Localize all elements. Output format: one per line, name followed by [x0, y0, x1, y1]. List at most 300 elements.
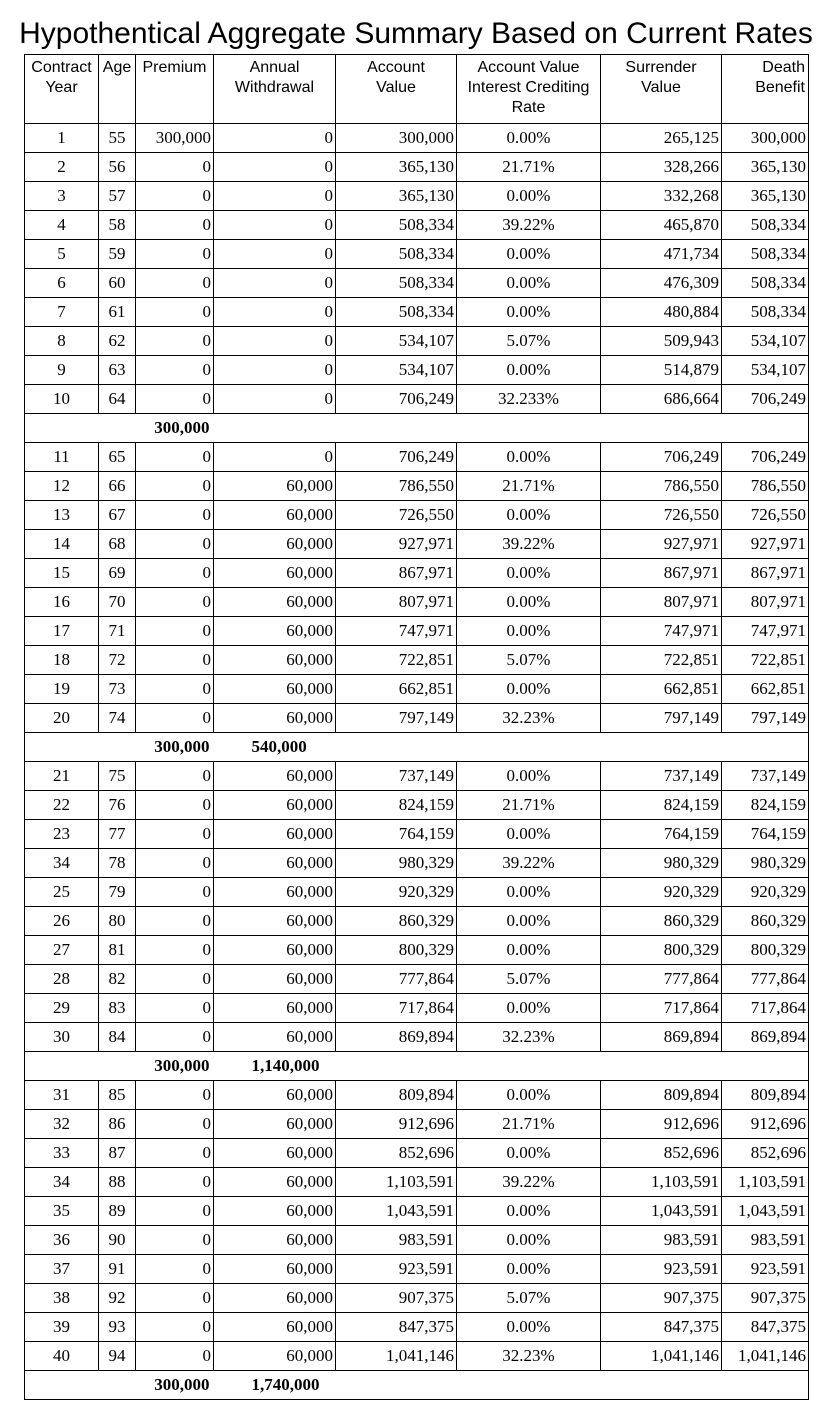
account-value-cell: 807,971 — [336, 588, 457, 617]
contract-year-cell: 5 — [25, 240, 99, 269]
account-value-cell: 365,130 — [336, 153, 457, 182]
death-benefit-cell: 662,851 — [722, 675, 809, 704]
crediting-rate-cell: 32.23% — [457, 1023, 601, 1052]
surrender-value-cell: 860,329 — [601, 907, 722, 936]
contract-year-cell: 7 — [25, 298, 99, 327]
contract-year-cell: 20 — [25, 704, 99, 733]
surrender-value-cell: 983,591 — [601, 1226, 722, 1255]
death-benefit-cell: 706,249 — [722, 385, 809, 414]
crediting-rate-cell: 0.00% — [457, 124, 601, 153]
premium-cell: 0 — [136, 472, 214, 501]
crediting-rate-cell: 21.71% — [457, 791, 601, 820]
account-value-cell: 797,149 — [336, 704, 457, 733]
withdrawal-cell: 60,000 — [214, 994, 336, 1023]
death-benefit-cell: 508,334 — [722, 240, 809, 269]
age-cell: 65 — [99, 443, 136, 472]
age-cell: 55 — [99, 124, 136, 153]
premium-cell: 0 — [136, 1255, 214, 1284]
age-cell: 76 — [99, 791, 136, 820]
premium-cell: 0 — [136, 617, 214, 646]
table-body — [25, 124, 809, 1400]
crediting-rate-cell: 0.00% — [457, 356, 601, 385]
age-cell: 68 — [99, 530, 136, 559]
contract-year-cell: 28 — [25, 965, 99, 994]
withdrawal-cell: 60,000 — [214, 820, 336, 849]
table-row — [25, 298, 809, 327]
age-cell: 57 — [99, 182, 136, 211]
surrender-value-cell: 726,550 — [601, 501, 722, 530]
crediting-rate-cell: 0.00% — [457, 1139, 601, 1168]
death-benefit-cell: 869,894 — [722, 1023, 809, 1052]
account-value-cell: 717,864 — [336, 994, 457, 1023]
crediting-rate-cell: 0.00% — [457, 559, 601, 588]
premium-cell: 0 — [136, 675, 214, 704]
age-cell: 80 — [99, 907, 136, 936]
account-value-cell: 912,696 — [336, 1110, 457, 1139]
age-cell: 86 — [99, 1110, 136, 1139]
account-value-cell: 726,550 — [336, 501, 457, 530]
contract-year-cell: 1 — [25, 124, 99, 153]
summary-table — [24, 54, 809, 1400]
surrender-value-cell: 786,550 — [601, 472, 722, 501]
account-value-cell: 722,851 — [336, 646, 457, 675]
withdrawal-cell: 60,000 — [214, 1110, 336, 1139]
premium-cell: 0 — [136, 646, 214, 675]
death-benefit-cell: 1,043,591 — [722, 1197, 809, 1226]
withdrawal-cell: 60,000 — [214, 762, 336, 791]
table-row — [25, 762, 809, 791]
contract-year-cell: 33 — [25, 1139, 99, 1168]
subtotal-row — [25, 414, 809, 443]
age-cell: 91 — [99, 1255, 136, 1284]
premium-cell: 0 — [136, 1081, 214, 1110]
age-cell: 93 — [99, 1313, 136, 1342]
premium-cell: 0 — [136, 849, 214, 878]
crediting-rate-cell: 0.00% — [457, 298, 601, 327]
table-row — [25, 1342, 809, 1371]
table-row — [25, 153, 809, 182]
account-value-cell: 907,375 — [336, 1284, 457, 1313]
death-benefit-cell: 983,591 — [722, 1226, 809, 1255]
surrender-value-cell: 328,266 — [601, 153, 722, 182]
account-value-cell: 534,107 — [336, 356, 457, 385]
death-benefit-cell: 534,107 — [722, 356, 809, 385]
withdrawal-cell: 60,000 — [214, 791, 336, 820]
age-cell: 63 — [99, 356, 136, 385]
age-cell: 59 — [99, 240, 136, 269]
contract-year-cell: 18 — [25, 646, 99, 675]
premium-cell: 0 — [136, 1342, 214, 1371]
surrender-value-cell: 927,971 — [601, 530, 722, 559]
surrender-value-cell: 1,041,146 — [601, 1342, 722, 1371]
withdrawal-cell: 60,000 — [214, 1226, 336, 1255]
surrender-value-cell: 869,894 — [601, 1023, 722, 1052]
header-row — [25, 55, 809, 124]
account-value-cell: 852,696 — [336, 1139, 457, 1168]
surrender-value-cell: 509,943 — [601, 327, 722, 356]
subtotal-row — [25, 1371, 809, 1400]
crediting-rate-cell: 39.22% — [457, 849, 601, 878]
account-value-cell: 508,334 — [336, 298, 457, 327]
table-row — [25, 878, 809, 907]
age-cell: 92 — [99, 1284, 136, 1313]
contract-year-cell: 36 — [25, 1226, 99, 1255]
contract-year-cell: 14 — [25, 530, 99, 559]
age-cell: 88 — [99, 1168, 136, 1197]
account-value-cell: 809,894 — [336, 1081, 457, 1110]
age-cell: 62 — [99, 327, 136, 356]
account-value-cell: 867,971 — [336, 559, 457, 588]
death-benefit-cell: 365,130 — [722, 182, 809, 211]
surrender-value-cell: 912,696 — [601, 1110, 722, 1139]
surrender-value-cell: 920,329 — [601, 878, 722, 907]
surrender-value-cell: 717,864 — [601, 994, 722, 1023]
contract-year-cell: 27 — [25, 936, 99, 965]
withdrawal-cell: 60,000 — [214, 1081, 336, 1110]
account-value-cell: 860,329 — [336, 907, 457, 936]
withdrawal-cell: 0 — [214, 240, 336, 269]
premium-cell: 0 — [136, 588, 214, 617]
premium-cell: 0 — [136, 153, 214, 182]
crediting-rate-cell: 0.00% — [457, 675, 601, 704]
account-value-cell: 923,591 — [336, 1255, 457, 1284]
contract-year-cell: 39 — [25, 1313, 99, 1342]
surrender-value-cell: 465,870 — [601, 211, 722, 240]
account-value-cell: 927,971 — [336, 530, 457, 559]
contract-year-cell: 34 — [25, 1168, 99, 1197]
table-row — [25, 124, 809, 153]
contract-year-cell: 34 — [25, 849, 99, 878]
premium-cell: 0 — [136, 1226, 214, 1255]
withdrawal-cell: 60,000 — [214, 1168, 336, 1197]
death-benefit-cell: 867,971 — [722, 559, 809, 588]
death-benefit-cell: 923,591 — [722, 1255, 809, 1284]
surrender-value-cell: 265,125 — [601, 124, 722, 153]
death-benefit-cell: 852,696 — [722, 1139, 809, 1168]
crediting-rate-cell: 0.00% — [457, 936, 601, 965]
premium-cell: 0 — [136, 1313, 214, 1342]
account-value-cell: 920,329 — [336, 878, 457, 907]
withdrawal-cell: 60,000 — [214, 675, 336, 704]
age-cell: 94 — [99, 1342, 136, 1371]
surrender-value-cell: 847,375 — [601, 1313, 722, 1342]
death-benefit-cell: 726,550 — [722, 501, 809, 530]
premium-cell: 300,000 — [136, 124, 214, 153]
withdrawal-total: 1,140,000 — [214, 1052, 336, 1081]
table-row — [25, 1255, 809, 1284]
death-benefit-cell: 534,107 — [722, 327, 809, 356]
crediting-rate-cell: 32.23% — [457, 1342, 601, 1371]
death-benefit-cell: 797,149 — [722, 704, 809, 733]
withdrawal-cell: 60,000 — [214, 849, 336, 878]
age-cell: 90 — [99, 1226, 136, 1255]
surrender-value-cell: 807,971 — [601, 588, 722, 617]
death-benefit-cell: 508,334 — [722, 269, 809, 298]
contract-year-cell: 16 — [25, 588, 99, 617]
contract-year-cell: 13 — [25, 501, 99, 530]
withdrawal-cell: 60,000 — [214, 646, 336, 675]
account-value-cell: 869,894 — [336, 1023, 457, 1052]
account-value-cell: 508,334 — [336, 240, 457, 269]
contract-year-cell: 15 — [25, 559, 99, 588]
surrender-value-cell: 706,249 — [601, 443, 722, 472]
premium-cell: 0 — [136, 791, 214, 820]
death-benefit-cell: 920,329 — [722, 878, 809, 907]
table-row — [25, 472, 809, 501]
surrender-value-cell: 867,971 — [601, 559, 722, 588]
crediting-rate-cell: 0.00% — [457, 269, 601, 298]
table-row — [25, 704, 809, 733]
withdrawal-cell: 60,000 — [214, 530, 336, 559]
contract-year-cell: 40 — [25, 1342, 99, 1371]
surrender-value-cell: 764,159 — [601, 820, 722, 849]
premium-cell: 0 — [136, 559, 214, 588]
withdrawal-cell: 0 — [214, 211, 336, 240]
account-value-cell: 824,159 — [336, 791, 457, 820]
header-premium: Premium — [136, 55, 214, 124]
header-interest-crediting-rate: Account Value Interest Crediting Rate — [457, 55, 601, 124]
contract-year-cell: 6 — [25, 269, 99, 298]
contract-year-cell: 29 — [25, 994, 99, 1023]
withdrawal-cell: 60,000 — [214, 1342, 336, 1371]
age-cell: 82 — [99, 965, 136, 994]
premium-cell: 0 — [136, 443, 214, 472]
table-row — [25, 327, 809, 356]
age-cell: 73 — [99, 675, 136, 704]
account-value-cell: 800,329 — [336, 936, 457, 965]
death-benefit-cell: 706,249 — [722, 443, 809, 472]
premium-cell: 0 — [136, 1023, 214, 1052]
account-value-cell: 983,591 — [336, 1226, 457, 1255]
contract-year-cell: 4 — [25, 211, 99, 240]
withdrawal-cell: 60,000 — [214, 1023, 336, 1052]
withdrawal-cell: 60,000 — [214, 1284, 336, 1313]
account-value-cell: 706,249 — [336, 385, 457, 414]
crediting-rate-cell: 21.71% — [457, 472, 601, 501]
contract-year-cell: 31 — [25, 1081, 99, 1110]
table-row — [25, 675, 809, 704]
premium-cell: 0 — [136, 211, 214, 240]
withdrawal-cell: 0 — [214, 182, 336, 211]
crediting-rate-cell: 39.22% — [457, 211, 601, 240]
premium-cell: 0 — [136, 994, 214, 1023]
header-surrender-value: Surrender Value — [601, 55, 722, 124]
crediting-rate-cell: 0.00% — [457, 501, 601, 530]
death-benefit-cell: 786,550 — [722, 472, 809, 501]
death-benefit-cell: 717,864 — [722, 994, 809, 1023]
table-row — [25, 385, 809, 414]
header-death-benefit: Death Benefit — [722, 55, 809, 124]
contract-year-cell: 2 — [25, 153, 99, 182]
contract-year-cell: 30 — [25, 1023, 99, 1052]
surrender-value-cell: 737,149 — [601, 762, 722, 791]
contract-year-cell: 26 — [25, 907, 99, 936]
withdrawal-cell: 0 — [214, 298, 336, 327]
crediting-rate-cell: 0.00% — [457, 1081, 601, 1110]
surrender-value-cell: 1,103,591 — [601, 1168, 722, 1197]
table-row — [25, 994, 809, 1023]
age-cell: 79 — [99, 878, 136, 907]
account-value-cell: 1,103,591 — [336, 1168, 457, 1197]
crediting-rate-cell: 0.00% — [457, 1226, 601, 1255]
crediting-rate-cell: 21.71% — [457, 1110, 601, 1139]
death-benefit-cell: 980,329 — [722, 849, 809, 878]
death-benefit-cell: 722,851 — [722, 646, 809, 675]
contract-year-cell: 38 — [25, 1284, 99, 1313]
account-value-cell: 980,329 — [336, 849, 457, 878]
death-benefit-cell: 508,334 — [722, 211, 809, 240]
premium-cell: 0 — [136, 704, 214, 733]
withdrawal-cell: 60,000 — [214, 1255, 336, 1284]
surrender-value-cell: 471,734 — [601, 240, 722, 269]
table-row — [25, 356, 809, 385]
header-age: Age — [99, 55, 136, 124]
crediting-rate-cell: 32.233% — [457, 385, 601, 414]
premium-cell: 0 — [136, 1168, 214, 1197]
crediting-rate-cell: 5.07% — [457, 327, 601, 356]
death-benefit-cell: 847,375 — [722, 1313, 809, 1342]
table-row — [25, 443, 809, 472]
crediting-rate-cell: 0.00% — [457, 443, 601, 472]
age-cell: 74 — [99, 704, 136, 733]
account-value-cell: 1,041,146 — [336, 1342, 457, 1371]
premium-cell: 0 — [136, 965, 214, 994]
account-value-cell: 786,550 — [336, 472, 457, 501]
contract-year-cell: 3 — [25, 182, 99, 211]
premium-total: 300,000 — [136, 1371, 214, 1400]
withdrawal-total: 540,000 — [214, 733, 336, 762]
death-benefit-cell: 1,103,591 — [722, 1168, 809, 1197]
contract-year-cell: 19 — [25, 675, 99, 704]
premium-cell: 0 — [136, 1110, 214, 1139]
account-value-cell: 847,375 — [336, 1313, 457, 1342]
crediting-rate-cell: 0.00% — [457, 907, 601, 936]
withdrawal-cell: 60,000 — [214, 559, 336, 588]
withdrawal-cell: 0 — [214, 385, 336, 414]
premium-cell: 0 — [136, 1284, 214, 1313]
death-benefit-cell: 807,971 — [722, 588, 809, 617]
header-annual-withdrawal: Annual Withdrawal — [214, 55, 336, 124]
withdrawal-cell: 60,000 — [214, 936, 336, 965]
premium-cell: 0 — [136, 327, 214, 356]
premium-cell: 0 — [136, 240, 214, 269]
table-row — [25, 1168, 809, 1197]
withdrawal-total: 1,740,000 — [214, 1371, 336, 1400]
crediting-rate-cell: 0.00% — [457, 617, 601, 646]
death-benefit-cell: 777,864 — [722, 965, 809, 994]
withdrawal-cell: 0 — [214, 153, 336, 182]
table-row — [25, 501, 809, 530]
contract-year-cell: 25 — [25, 878, 99, 907]
premium-cell: 0 — [136, 820, 214, 849]
age-cell: 77 — [99, 820, 136, 849]
account-value-cell: 1,043,591 — [336, 1197, 457, 1226]
contract-year-cell: 11 — [25, 443, 99, 472]
death-benefit-cell: 927,971 — [722, 530, 809, 559]
surrender-value-cell: 907,375 — [601, 1284, 722, 1313]
table-row — [25, 1023, 809, 1052]
account-value-cell: 300,000 — [336, 124, 457, 153]
crediting-rate-cell: 0.00% — [457, 994, 601, 1023]
age-cell: 64 — [99, 385, 136, 414]
premium-cell: 0 — [136, 501, 214, 530]
age-cell: 69 — [99, 559, 136, 588]
contract-year-cell: 8 — [25, 327, 99, 356]
account-value-cell: 662,851 — [336, 675, 457, 704]
table-row — [25, 617, 809, 646]
contract-year-cell: 32 — [25, 1110, 99, 1139]
withdrawal-cell: 60,000 — [214, 617, 336, 646]
death-benefit-cell: 764,159 — [722, 820, 809, 849]
crediting-rate-cell: 0.00% — [457, 182, 601, 211]
table-row — [25, 791, 809, 820]
withdrawal-cell: 60,000 — [214, 588, 336, 617]
crediting-rate-cell: 39.22% — [457, 1168, 601, 1197]
premium-total: 300,000 — [136, 733, 214, 762]
header-contract-year: Contract Year — [25, 55, 99, 124]
crediting-rate-cell: 0.00% — [457, 878, 601, 907]
surrender-value-cell: 332,268 — [601, 182, 722, 211]
death-benefit-cell: 1,041,146 — [722, 1342, 809, 1371]
contract-year-cell: 37 — [25, 1255, 99, 1284]
withdrawal-cell: 60,000 — [214, 501, 336, 530]
crediting-rate-cell: 5.07% — [457, 1284, 601, 1313]
contract-year-cell: 35 — [25, 1197, 99, 1226]
premium-cell: 0 — [136, 936, 214, 965]
surrender-value-cell: 747,971 — [601, 617, 722, 646]
premium-cell: 0 — [136, 356, 214, 385]
withdrawal-cell: 60,000 — [214, 1197, 336, 1226]
crediting-rate-cell: 0.00% — [457, 820, 601, 849]
death-benefit-cell: 737,149 — [722, 762, 809, 791]
premium-cell: 0 — [136, 182, 214, 211]
premium-cell: 0 — [136, 907, 214, 936]
table-row — [25, 936, 809, 965]
age-cell: 70 — [99, 588, 136, 617]
withdrawal-cell: 60,000 — [214, 704, 336, 733]
account-value-cell: 508,334 — [336, 211, 457, 240]
contract-year-cell: 21 — [25, 762, 99, 791]
table-row — [25, 907, 809, 936]
surrender-value-cell: 476,309 — [601, 269, 722, 298]
table-row — [25, 559, 809, 588]
account-value-cell: 534,107 — [336, 327, 457, 356]
death-benefit-cell: 824,159 — [722, 791, 809, 820]
age-cell: 58 — [99, 211, 136, 240]
death-benefit-cell: 508,334 — [722, 298, 809, 327]
contract-year-cell: 12 — [25, 472, 99, 501]
table-row — [25, 1139, 809, 1168]
table-row — [25, 1081, 809, 1110]
table-row — [25, 849, 809, 878]
surrender-value-cell: 777,864 — [601, 965, 722, 994]
age-cell: 67 — [99, 501, 136, 530]
withdrawal-cell: 0 — [214, 443, 336, 472]
withdrawal-cell: 0 — [214, 269, 336, 298]
age-cell: 85 — [99, 1081, 136, 1110]
premium-total: 300,000 — [136, 414, 214, 443]
withdrawal-total — [214, 414, 336, 443]
subtotal-row — [25, 733, 809, 762]
age-cell: 89 — [99, 1197, 136, 1226]
page-title: Hypothentical Aggregate Summary Based on Current Rates — [19, 17, 813, 50]
withdrawal-cell: 0 — [214, 124, 336, 153]
table-row — [25, 588, 809, 617]
premium-cell: 0 — [136, 762, 214, 791]
death-benefit-cell: 365,130 — [722, 153, 809, 182]
contract-year-cell: 17 — [25, 617, 99, 646]
age-cell: 66 — [99, 472, 136, 501]
